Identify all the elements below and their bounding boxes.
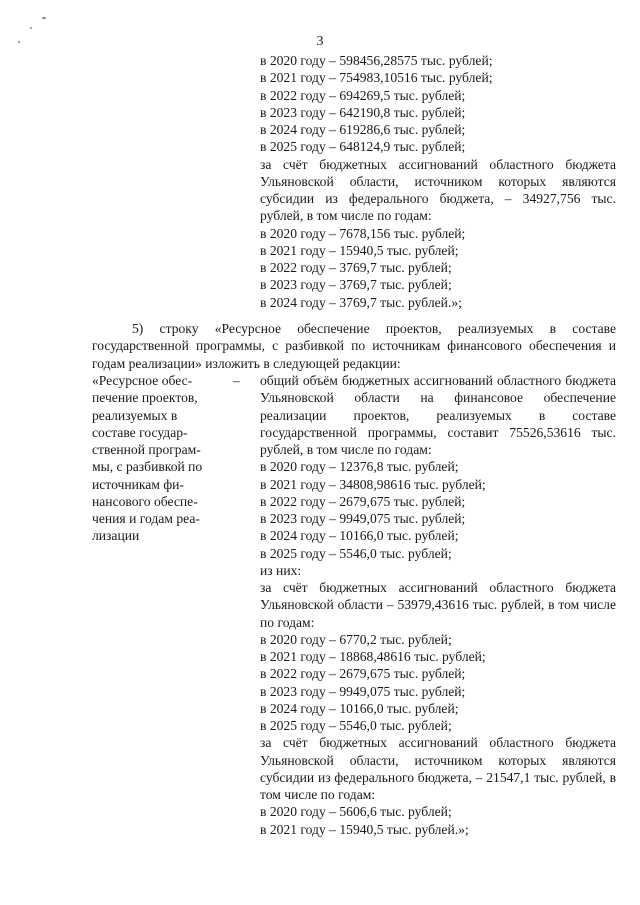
row-heading-line: лизации bbox=[92, 528, 140, 544]
year-line: в 2022 году – 694269,5 тыс. рублей; bbox=[260, 87, 466, 103]
row-content bbox=[260, 372, 616, 838]
year-line: в 2023 году – 9949,075 тыс. рублей; bbox=[260, 683, 466, 699]
row-heading-line: чения и годам реа- bbox=[92, 511, 200, 526]
year-line: в 2023 году – 642190,8 тыс. рублей; bbox=[260, 104, 466, 120]
year-line: в 2021 году – 34808,98616 тыс. рублей; bbox=[260, 476, 486, 492]
year-line: в 2022 году – 3769,7 тыс. рублей; bbox=[260, 260, 452, 275]
year-line: в 2025 году – 648124,9 тыс. рублей; bbox=[260, 139, 466, 155]
year-line: в 2023 году – 3769,7 тыс. рублей; bbox=[260, 277, 452, 293]
row-heading-line: реализуемых в bbox=[92, 407, 178, 423]
row-heading-line: составе государ- bbox=[92, 424, 188, 440]
year-line: в 2020 году – 6770,2 тыс. рублей; bbox=[260, 631, 452, 647]
year-line: в 2024 году – 10166,0 тыс. рублей; bbox=[260, 700, 459, 716]
federal-subsidy-intro: за счёт бюджетных ассигнований областного бюджета Ульяновской области, источником которых являются субсидии из федерального бюджета, – 21547,1 тыс. рублей, в том числе по годам: bbox=[260, 735, 616, 802]
year-line: в 2021 году – 15940,5 тыс. рублей; bbox=[260, 242, 459, 258]
row-heading-line: нансового обеспе- bbox=[92, 493, 198, 509]
scan-speck bbox=[30, 27, 32, 29]
of-them-label: из них: bbox=[260, 562, 302, 578]
funding-continuation bbox=[260, 52, 616, 311]
regional-funding-intro: за счёт бюджетных ассигнований областного бюджета Ульяновской области – 53979,43616 тыс. рублей, в том числе по годам: bbox=[260, 580, 616, 630]
item-5-paragraph: 5) строку «Ресурсное обеспечение проектов, реализуемых в составе государственной программы, с разбивкой по источникам финансового обеспечения и годам реализации» изложить в следующей редакции: bbox=[92, 321, 616, 371]
year-line: в 2020 году – 598456,28575 тыс. рублей; bbox=[260, 53, 493, 68]
row-heading-line: печение проектов, bbox=[92, 390, 198, 406]
year-line: в 2020 году – 12376,8 тыс. рублей; bbox=[260, 459, 459, 475]
year-line: в 2024 году – 619286,6 тыс. рублей; bbox=[260, 122, 466, 137]
year-line: в 2021 году – 18868,48616 тыс. рублей; bbox=[260, 649, 486, 664]
year-line: в 2025 году – 5546,0 тыс. рублей; bbox=[260, 545, 452, 561]
page-number: 3 bbox=[316, 34, 324, 49]
column-dash: – bbox=[233, 373, 240, 388]
year-line: в 2024 году – 10166,0 тыс. рублей; bbox=[260, 528, 459, 544]
year-line: в 2024 году – 3769,7 тыс. рублей.»; bbox=[260, 294, 462, 310]
year-line: в 2023 году – 9949,075 тыс. рублей; bbox=[260, 511, 466, 526]
row-heading-line: мы, с разбивкой по bbox=[92, 459, 203, 475]
year-line: в 2021 году – 754983,10516 тыс. рублей; bbox=[260, 70, 493, 86]
year-line: в 2022 году – 2679,675 тыс. рублей; bbox=[260, 493, 466, 509]
year-line: в 2025 году – 5546,0 тыс. рублей; bbox=[260, 718, 452, 733]
row-heading-line: ственной програм- bbox=[92, 442, 201, 457]
scan-speck bbox=[42, 17, 46, 19]
row-heading bbox=[92, 372, 228, 545]
year-line: в 2020 году – 7678,156 тыс. рублей; bbox=[260, 225, 466, 241]
federal-subsidy-intro: за счёт бюджетных ассигнований областного бюджета Ульяновской области, источником которых являются субсидии из федерального бюджета, – 34927,756 тыс. рублей, в том числе по годам: bbox=[260, 156, 616, 224]
year-line: в 2021 году – 15940,5 тыс. рублей.»; bbox=[260, 821, 469, 837]
total-funding-intro: общий объём бюджетных ассигнований областного бюджета Ульяновской области на финансовое обеспечение реализации проектов, реализуемых в составе государственной программы, составит 75526,53616 тыс. рублей, в том числе по годам: bbox=[260, 373, 616, 457]
year-line: в 2020 году – 5606,6 тыс. рублей; bbox=[260, 804, 452, 820]
row-heading-line: «Ресурсное обес- bbox=[92, 373, 193, 388]
row-heading-line: источникам фи- bbox=[92, 476, 184, 492]
year-line: в 2022 году – 2679,675 тыс. рублей; bbox=[260, 666, 466, 682]
